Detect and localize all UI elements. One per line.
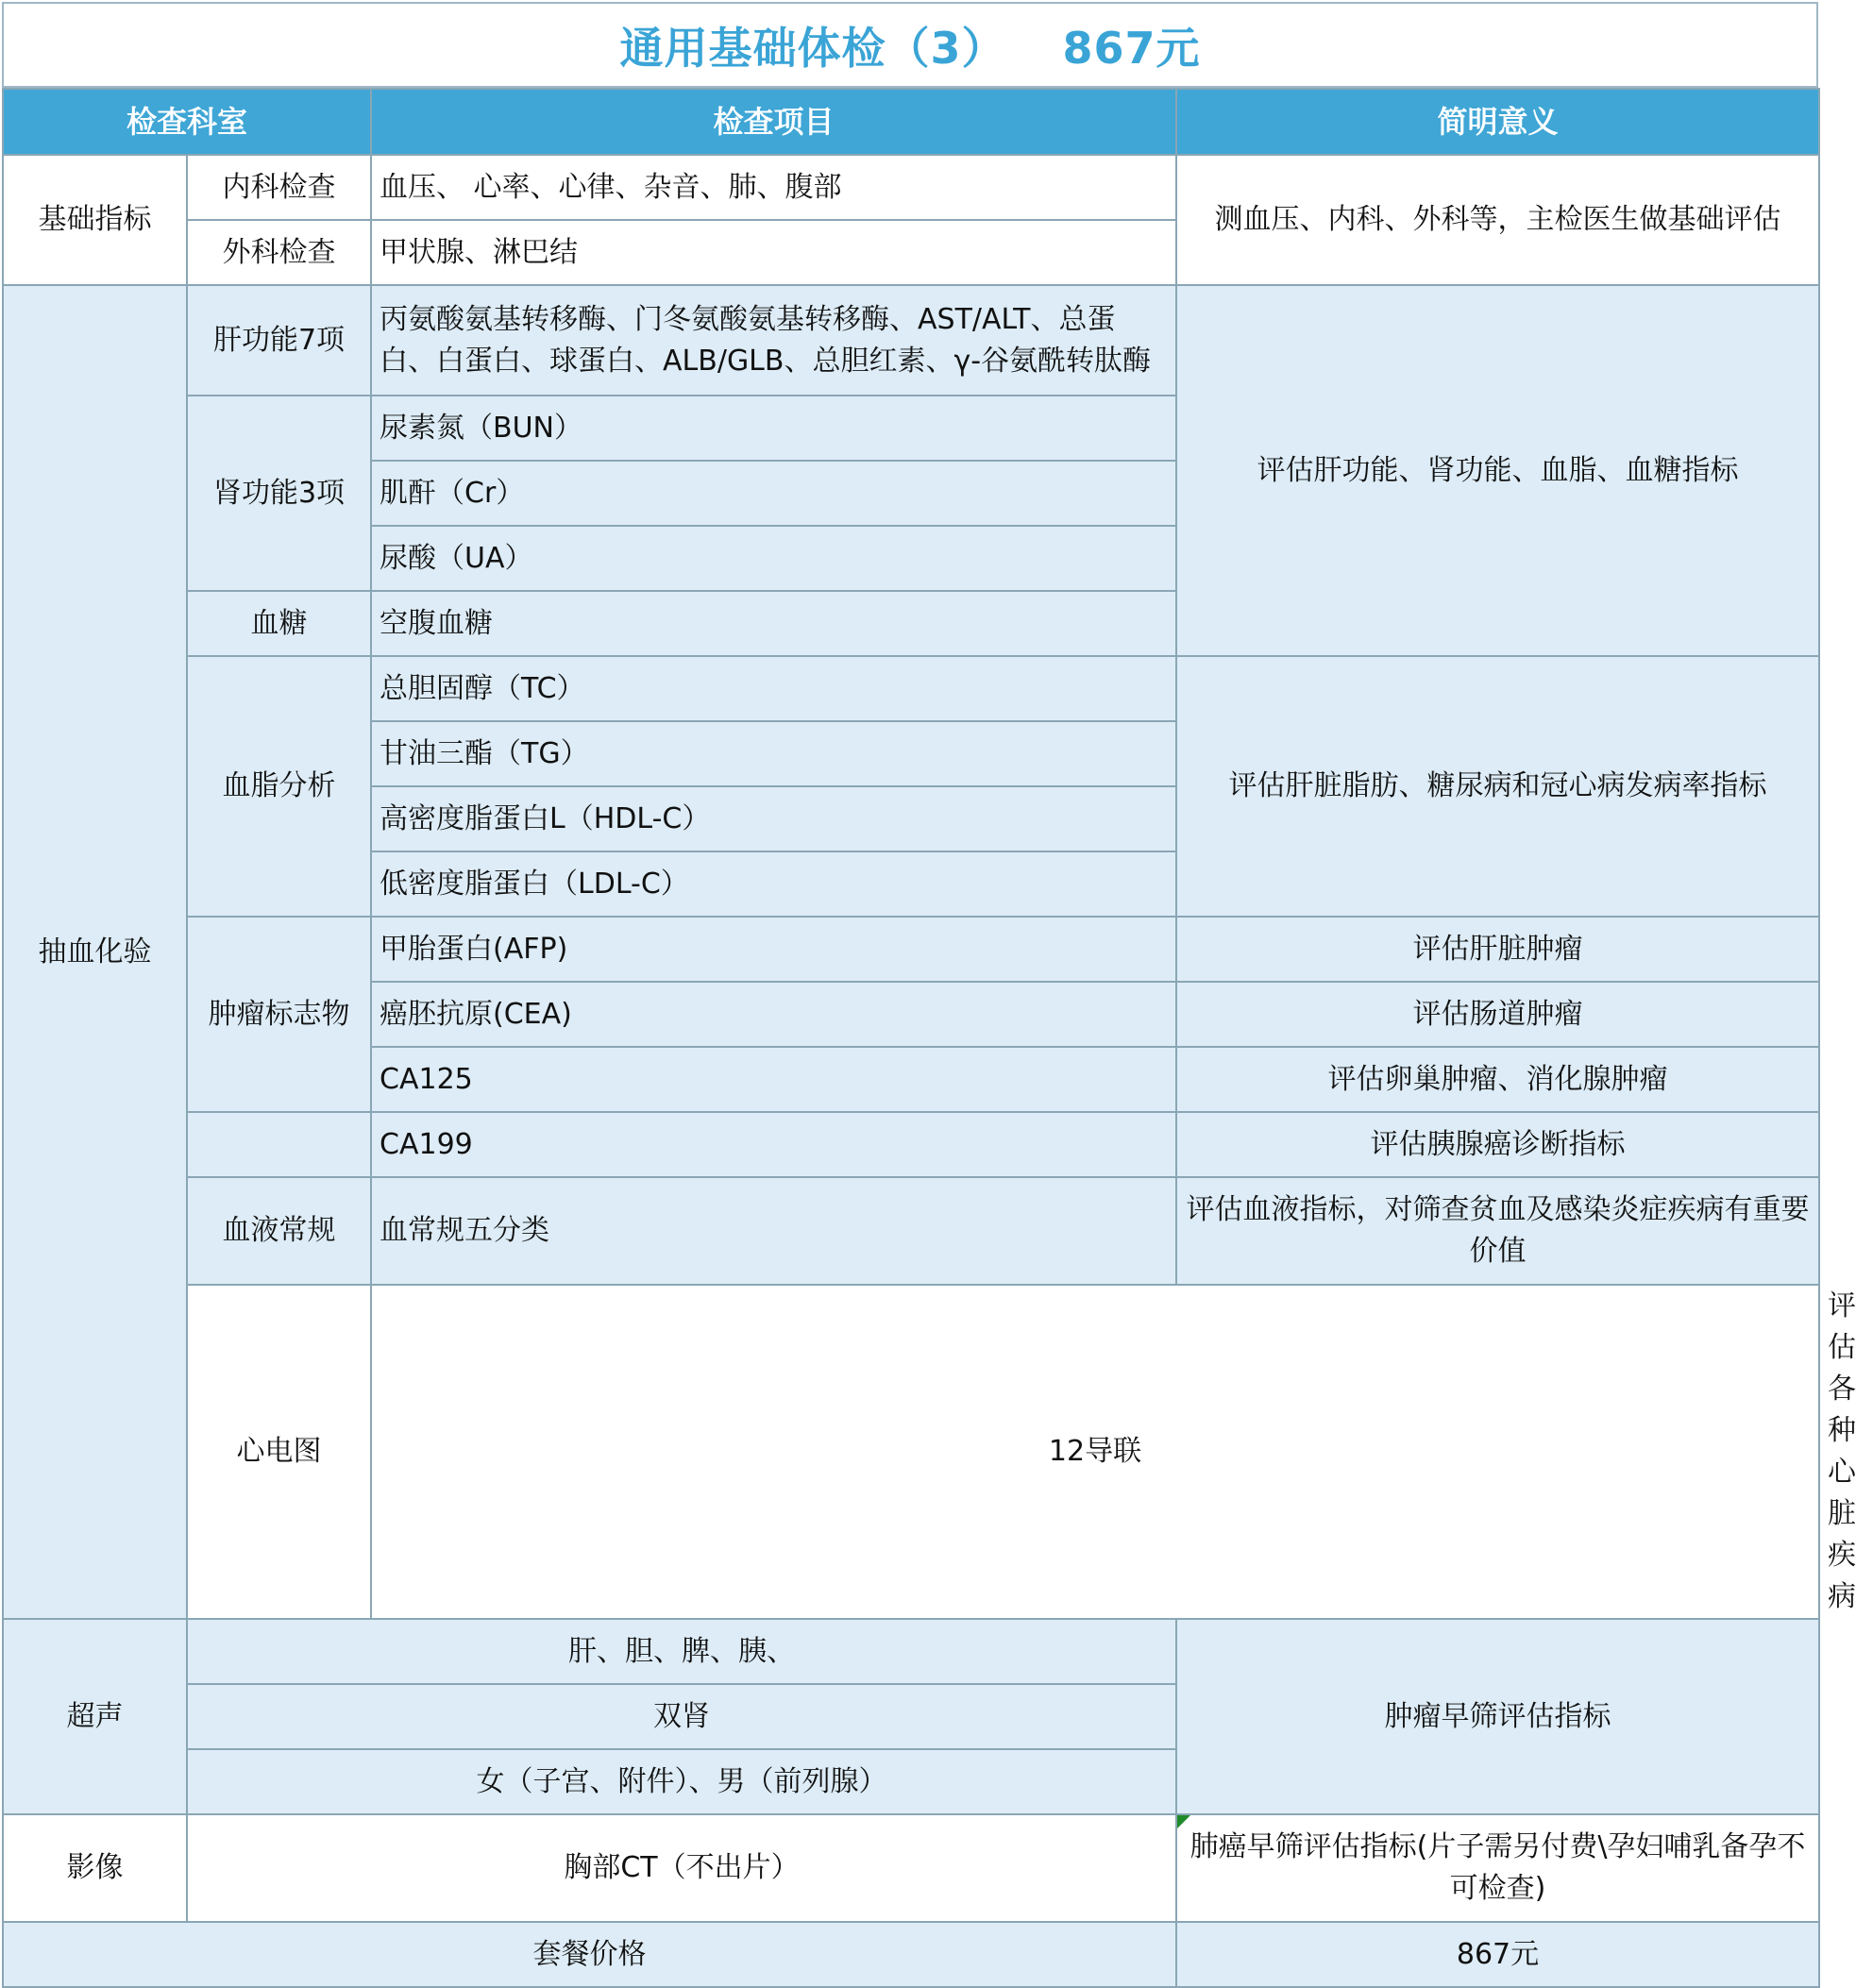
meaning-text: 肺癌早筛评估指标(片子需另付费\孕妇哺乳备孕不可检查): [1190, 1830, 1806, 1905]
title-text: 通用基础体检（3）: [619, 22, 1006, 74]
exam-item: 血压、 心率、心律、杂音、肺、腹部: [371, 155, 1176, 220]
table-row: [3, 1177, 1819, 1285]
table-row: 心电图 12导联 评估各种心脏疾病: [3, 1285, 1819, 1619]
exam-item: 癌胚抗原(CEA): [371, 982, 1176, 1047]
exam-item: 尿酸（UA）: [371, 526, 1176, 591]
table-row: [3, 1814, 1819, 1922]
section-basic: 基础指标: [3, 155, 187, 285]
title-price: 867元: [1062, 22, 1201, 74]
meaning-cell: 评估胰腺癌诊断指标: [1176, 1112, 1819, 1177]
table-row: [3, 1619, 1819, 1684]
checkup-table: [2, 88, 1856, 1988]
section-blood: 抽血化验: [3, 285, 187, 1619]
exam-item: 高密度脂蛋白L（HDL-C）: [371, 786, 1176, 851]
meaning-cell: 评估肝功能、肾功能、血脂、血糖指标: [1176, 285, 1819, 656]
meaning-cell: 评估卵巢肿瘤、消化腺肿瘤: [1176, 1047, 1819, 1112]
sub-category: 肝功能7项: [187, 285, 371, 396]
exam-item: 双肾: [187, 1684, 1176, 1749]
exam-item: 12导联: [371, 1285, 1819, 1619]
exam-item: CA199: [371, 1112, 1176, 1177]
total-value: 867元: [1176, 1922, 1819, 1987]
table-row: [3, 656, 1819, 721]
exam-item: 空腹血糖: [371, 591, 1176, 656]
table-row: [3, 917, 1819, 982]
comment-marker-icon: [1177, 1815, 1190, 1828]
header-row: [3, 89, 1819, 155]
meaning-cell: 肿瘤早筛评估指标: [1176, 1619, 1819, 1814]
section-ecg: 心电图: [187, 1285, 371, 1619]
sub-category: 血糖: [187, 591, 371, 656]
exam-item: 肌酐（Cr）: [371, 461, 1176, 526]
exam-item: 女（子宫、附件）、男（前列腺）: [187, 1749, 1176, 1814]
sub-category: 血脂分析: [187, 656, 371, 917]
meaning-cell: 评估肠道肿瘤: [1176, 982, 1819, 1047]
exam-item: 总胆固醇（TC）: [371, 656, 1176, 721]
meaning-cell-imaging: [1176, 1814, 1819, 1922]
exam-item: 甘油三酯（TG）: [371, 721, 1176, 786]
header-department: 检查科室: [3, 89, 371, 155]
sub-category: 肿瘤标志物: [187, 917, 371, 1112]
sub-category: 内科检查: [187, 155, 371, 220]
meaning-cell: 评估肝脏脂肪、糖尿病和冠心病发病率指标: [1176, 656, 1819, 917]
exam-item: 甲胎蛋白(AFP): [371, 917, 1176, 982]
table-row: [3, 285, 1819, 396]
exam-item: 肝、胆、脾、胰、: [187, 1619, 1176, 1684]
table-row: [3, 1922, 1819, 1987]
sub-category-empty: [187, 1112, 371, 1177]
header-items: 检查项目: [371, 89, 1176, 155]
sub-category: 肾功能3项: [187, 396, 371, 591]
exam-item: 胸部CT（不出片）: [187, 1814, 1176, 1922]
exam-item: 尿素氮（BUN）: [371, 396, 1176, 461]
exam-item: CA125: [371, 1047, 1176, 1112]
total-label: 套餐价格: [3, 1922, 1176, 1987]
sub-category: 外科检查: [187, 220, 371, 285]
section-imaging: 影像: [3, 1814, 187, 1922]
exam-item: 丙氨酸氨基转移酶、门冬氨酸氨基转移酶、AST/ALT、总蛋白、白蛋白、球蛋白、ALB/GLB、总胆红素、γ-谷氨酰转肽酶: [371, 285, 1176, 396]
exam-item: 低密度脂蛋白（LDL-C）: [371, 851, 1176, 917]
table-row: [3, 1112, 1819, 1177]
section-ultrasound: 超声: [3, 1619, 187, 1814]
meaning-cell: 评估肝脏肿瘤: [1176, 917, 1819, 982]
sub-category: 血液常规: [187, 1177, 371, 1285]
table-row: [3, 155, 1819, 220]
exam-item: 甲状腺、淋巴结: [371, 220, 1176, 285]
page-title: [2, 2, 1818, 88]
exam-item: 血常规五分类: [371, 1177, 1176, 1285]
header-meaning: 简明意义: [1176, 89, 1819, 155]
meaning-cell: 评估血液指标，对筛查贫血及感染炎症疾病有重要价值: [1176, 1177, 1819, 1285]
meaning-cell: 测血压、内科、外科等，主检医生做基础评估: [1176, 155, 1819, 285]
